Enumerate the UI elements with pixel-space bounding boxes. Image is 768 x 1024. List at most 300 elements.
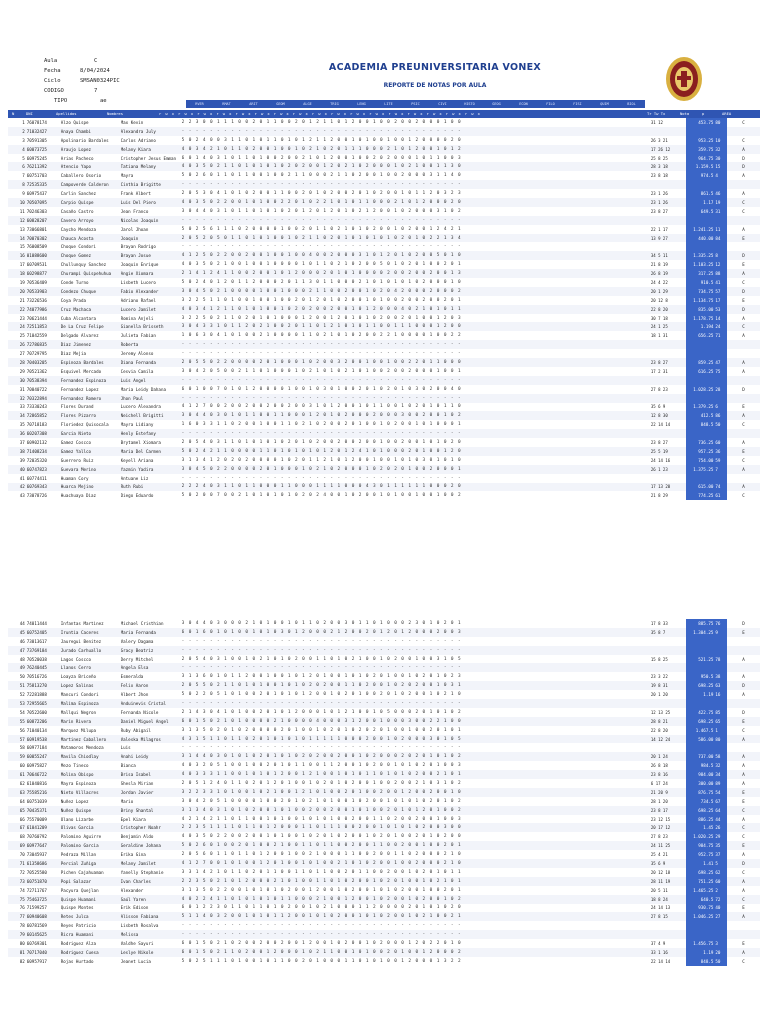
row-scores: - - - - - - - - - - - - - - - - - - - - - - - - - - - - - - - - - - - - - - - - — [182, 930, 651, 939]
row-apellidos: Chullunquy Sanchez — [60, 262, 107, 268]
session-label: RVER — [195, 102, 204, 106]
row-scores: - - - - - - - - - - - - - - - - - - - - - - - - - - - - - - - - - - - - - - - - — [182, 127, 651, 136]
row-dni: 60751039 — [26, 798, 47, 804]
table-row — [8, 806, 760, 815]
row-apellidos: Marquez Milupa — [60, 727, 97, 733]
row-totals: 26 8 18 — [650, 763, 668, 769]
row-area — [727, 930, 760, 939]
session-label: FISI — [573, 102, 582, 106]
row-area: A — [727, 483, 760, 492]
table-row — [8, 305, 760, 314]
session-label: ARIT — [249, 102, 258, 106]
row-nombres: Maria Del Carmen — [121, 447, 182, 456]
row-apellidos: Rodriguez Cuesa — [61, 948, 121, 957]
row-dni: 73078726 — [26, 493, 47, 499]
row-scores: 3 1 3 5 0 2 0 1 0 2 0 0 0 0 2 0 1 0 0 1 0 2 0 1 0 2 0 2 0 1 0 0 1 0 0 2 0 1 0 1 — [181, 727, 462, 733]
row-puesto — [715, 242, 727, 251]
session-label: ALGE — [303, 102, 312, 106]
row-number: 1 — [22, 119, 25, 125]
row-area: A — [742, 368, 745, 374]
row-nombres: Jeremy Alonso — [120, 351, 154, 357]
row-nombres: Keyell Ariana — [120, 457, 154, 463]
table-row — [8, 376, 760, 385]
row-number: 52 — [19, 692, 25, 698]
row-area: C — [742, 834, 745, 840]
table-row — [8, 770, 760, 779]
row-scores: 6 0 1 6 0 1 0 1 0 0 1 0 1 0 3 0 1 2 0 0 0 2 1 2 0 0 2 0 1 2 0 1 2 0 0 0 2 0 0 3 — [182, 628, 651, 637]
grades-table-page-1 — [8, 118, 760, 500]
row-totals — [651, 340, 686, 349]
row-nota: 736.25 — [686, 438, 715, 447]
row-scores: 4 0 3 2 0 5 1 0 0 1 0 0 2 0 1 0 1 1 0 0 1 1 2 0 0 1 0 2 0 0 1 0 1 0 2 0 1 0 0 3 — [181, 763, 462, 769]
row-scores: 2 0 5 5 0 2 1 1 0 1 0 1 0 0 1 0 1 0 2 0 2 0 0 1 1 0 2 0 0 1 0 2 0 2 0 0 1 0 3 1 — [182, 681, 651, 690]
row-scores: - - - - - - - - - - - - - - - - - - - - - - - - - - - - - - - - - - - - - - - - — [181, 244, 462, 250]
session-label: QUIM — [600, 102, 609, 106]
row-dni: 72786835 — [27, 340, 61, 349]
row-area: D — [727, 251, 760, 260]
row-nombres: Diego Eduardo — [120, 493, 154, 499]
row-puesto: 76 — [715, 619, 727, 628]
row-number: 39 — [19, 457, 25, 463]
row-apellidos: Espinoza Bardales — [61, 358, 121, 367]
table-row — [8, 198, 760, 207]
row-nota: 1.375.25 — [686, 465, 715, 474]
row-nombres: Neichell Brigitti — [121, 411, 182, 420]
row-area — [727, 242, 760, 251]
row-nota: 698.25 — [686, 717, 715, 726]
row-number: 23 — [19, 315, 25, 321]
row-totals — [651, 663, 686, 672]
row-dni: 01088600 — [27, 251, 61, 260]
row-apellidos: Coya Prada — [60, 297, 86, 303]
table-row — [8, 628, 760, 637]
row-area: E — [727, 628, 760, 637]
row-area: A — [727, 735, 760, 744]
row-nota — [686, 429, 715, 438]
row-area — [727, 376, 760, 385]
row-puesto — [715, 180, 727, 189]
row-nombres: Yanelly Stephanie — [120, 869, 164, 875]
row-totals: 27 8 23 — [650, 386, 668, 392]
row-number: 30 — [8, 376, 27, 385]
row-apellidos: Reyes Patricio — [60, 923, 97, 929]
row-scores: 4 1 2 7 0 0 2 0 0 2 0 0 2 0 0 2 0 0 3 1 0 1 2 0 0 1 0 1 1 0 0 1 0 2 0 1 0 1 1 0 — [181, 404, 462, 410]
row-apellidos: Iruntia Caceres — [61, 628, 121, 637]
row-nota — [686, 930, 715, 939]
row-number: 36 — [8, 429, 27, 438]
row-nota: 751.25 — [686, 877, 715, 886]
row-scores: 4 0 3 3 3 1 1 0 0 1 0 1 0 1 2 0 0 1 2 1 0 0 1 0 1 0 1 1 0 1 0 1 0 2 0 0 2 1 0 1 — [182, 770, 651, 779]
row-number: 29 — [19, 368, 25, 374]
row-area — [727, 127, 760, 136]
row-totals: 25 8 25 — [650, 155, 668, 161]
table-row — [8, 868, 760, 877]
row-area: D — [742, 620, 745, 626]
row-scores: 2 2 3 0 0 1 1 1 0 0 2 0 1 1 0 0 2 0 1 2 1 1 0 1 2 0 0 1 0 0 2 0 0 2 0 0 0 1 0 0 — [181, 119, 462, 125]
row-totals — [651, 429, 686, 438]
row-nota: 1.456.75 — [686, 939, 715, 948]
row-puesto: 44 — [715, 815, 727, 824]
row-area: A — [727, 269, 760, 278]
row-puesto — [715, 663, 727, 672]
row-area — [727, 743, 760, 752]
table-row — [8, 118, 760, 127]
row-apellidos: Huachuaya Diaz — [60, 493, 97, 499]
row-scores: 2 0 5 2 0 5 0 1 1 0 1 0 1 0 0 1 0 2 1 1 0 2 0 1 0 1 0 1 0 1 0 2 0 1 0 2 2 1 3 4 — [182, 234, 651, 243]
row-nombres: Valdhe Sayuri — [120, 941, 154, 946]
aula-value: C — [94, 58, 98, 64]
row-puesto: 20 — [715, 948, 727, 957]
row-dni: 72511853 — [27, 322, 61, 331]
row-apellidos: Molina Obispo — [61, 770, 121, 779]
row-area: A — [742, 674, 745, 680]
row-dni: 70403205 — [27, 358, 61, 367]
row-scores: 4 1 2 7 0 0 1 0 1 0 0 1 2 0 1 0 0 1 0 1 0 0 2 1 0 1 0 2 0 0 1 0 0 2 0 0 0 2 1 0 — [182, 859, 651, 868]
university-seal-icon — [665, 56, 703, 102]
row-nombres: Joaquin — [121, 234, 182, 243]
row-nombres: Diana Fernanda — [121, 358, 182, 367]
row-totals: 24 14 16 — [650, 457, 671, 463]
row-number: 64 — [19, 798, 25, 804]
row-dni: 70525580 — [26, 869, 47, 875]
row-scores: 3 2 2 5 0 2 1 1 0 2 0 1 0 1 0 0 0 1 2 0 0 1 2 0 1 0 1 0 2 0 0 2 0 1 0 0 1 2 0 3 — [181, 315, 462, 321]
row-nota — [686, 242, 715, 251]
row-nombres: Anduinevis Cristal — [121, 699, 182, 708]
session-label: PSIC — [411, 102, 420, 106]
row-apellidos: Arias Pacheco — [60, 155, 94, 161]
table-row — [8, 832, 760, 841]
row-apellidos: Cruz Machaca — [61, 305, 121, 314]
table-row — [8, 180, 760, 189]
row-number: 48 — [19, 656, 25, 662]
row-nota: 1.41 — [686, 859, 715, 868]
row-apellidos: Guevara Merino — [61, 465, 121, 474]
row-nombres: Luis Angel — [121, 376, 182, 385]
row-totals: 31 12 — [650, 119, 663, 125]
row-area: C — [727, 198, 760, 207]
row-nota: 964.75 — [686, 154, 715, 163]
row-number: 50 — [19, 674, 25, 680]
row-totals — [651, 646, 686, 655]
row-nota: 974.5 — [686, 171, 715, 180]
row-number: 15 — [19, 244, 25, 250]
table-row — [8, 948, 760, 957]
table-row — [8, 877, 760, 886]
row-dni: 60872206 — [27, 717, 61, 726]
row-nombres: Gracy Beatriz — [121, 646, 182, 655]
row-nombres: Jarol Jhoan — [120, 226, 149, 232]
row-nota: 1.304.25 — [686, 628, 715, 637]
row-puesto: 9 — [715, 628, 727, 637]
row-totals: 27 8 23 — [650, 834, 668, 840]
row-number: 78 — [19, 923, 25, 929]
row-puesto — [715, 127, 727, 136]
row-dni: 60207308 — [27, 429, 61, 438]
row-puesto: 3 — [715, 939, 727, 948]
row-puesto: 47 — [715, 358, 727, 367]
row-dni: 75463725 — [27, 895, 61, 904]
row-nombres: Mario — [120, 798, 134, 804]
row-nota — [686, 646, 715, 655]
row-apellidos: Jurado Carhuallo — [61, 646, 121, 655]
row-scores: 3 0 4 5 0 2 1 0 0 0 0 1 0 0 1 0 0 0 2 1 1 0 0 2 0 0 1 0 2 0 4 2 0 0 0 2 0 0 0 2 — [182, 287, 651, 296]
row-apellidos: Caballero Osorio — [60, 173, 102, 179]
col-p: p — [702, 111, 705, 116]
row-nota — [686, 743, 715, 752]
codigo-value: 7 — [94, 88, 98, 94]
col-scores: r w x r w x r w x r w x r w x r w x r w x r w x r w x r w x r w x r w x r w x r w x r w x r w x r w x — [159, 111, 481, 116]
row-number: 40 — [8, 465, 27, 474]
table-row — [8, 823, 760, 832]
row-area — [727, 699, 760, 708]
row-apellidos: Flores Durand — [60, 404, 94, 410]
row-nota: 930.75 — [686, 904, 715, 913]
row-scores: 3 0 4 3 3 1 0 1 1 2 0 2 1 0 0 2 0 1 1 0 1 2 1 0 1 0 1 1 0 0 1 1 1 0 0 0 1 2 0 0 — [182, 322, 651, 331]
row-apellidos: Carpio Quispe — [61, 198, 121, 207]
row-nombres: Lisbeth Rosalva — [120, 923, 159, 929]
row-dni: 60919538 — [27, 735, 61, 744]
row-apellidos: Caycho Mendoza — [60, 226, 97, 232]
row-area: C — [742, 279, 745, 285]
row-puesto — [715, 376, 727, 385]
session-label: HISTO — [464, 102, 475, 106]
row-nota: 412.5 — [686, 411, 715, 420]
session-label: RMAT — [222, 102, 231, 106]
report-subtitle: REPORTE DE NOTAS POR AULA — [383, 82, 487, 89]
row-number: 7 — [22, 173, 25, 179]
fecha-value: 8/04/2024 — [80, 68, 110, 74]
row-dni: 73066801 — [26, 226, 47, 232]
row-puesto: 2 — [715, 886, 727, 895]
row-scores: 5 0 2 6 0 1 1 0 1 1 0 0 1 0 0 2 1 1 0 0 0 2 1 1 0 2 0 0 1 0 0 2 0 0 0 3 1 1 4 0 — [181, 173, 462, 179]
row-number: 3 — [22, 137, 25, 143]
row-puesto: 67 — [715, 797, 727, 806]
table-row — [8, 743, 760, 752]
row-apellidos: Gamez Coscco — [60, 440, 92, 445]
row-nota — [686, 474, 715, 483]
row-nombres: Jordan Javier — [121, 788, 182, 797]
row-area — [727, 180, 760, 189]
row-totals: 18 1 31 — [650, 333, 668, 339]
row-area: A — [742, 226, 745, 232]
row-nombres: Melany Kiara — [121, 145, 182, 154]
row-nota — [686, 180, 715, 189]
row-dni: 70591305 — [26, 137, 47, 143]
row-totals: 23 8 27 — [650, 440, 668, 445]
row-dni: 71042559 — [26, 333, 47, 339]
table-row — [8, 420, 760, 429]
row-scores: 2 1 4 3 0 4 1 0 1 0 0 2 0 1 0 1 2 0 0 0 1 0 1 2 1 0 0 1 0 5 0 0 0 2 0 1 0 1 0 2 — [181, 709, 462, 715]
row-area: D — [727, 305, 760, 314]
row-nombres: Maria Fernanda — [121, 628, 182, 637]
row-area: C — [727, 322, 760, 331]
row-number: 68 — [19, 834, 25, 840]
row-nombres: Anahi Leidy — [121, 752, 182, 761]
row-nota: 734.5 — [686, 797, 715, 806]
row-number: 82 — [19, 958, 25, 964]
table-row — [8, 145, 760, 154]
row-dni: 61358686 — [27, 859, 61, 868]
row-apellidos: Choque Condori — [60, 244, 97, 250]
row-nombres: Fernanda Nicole — [120, 709, 159, 715]
row-apellidos: Diaz Mejia — [60, 351, 86, 357]
row-nota: 734.75 — [686, 287, 715, 296]
row-nota — [686, 699, 715, 708]
table-row — [8, 456, 760, 465]
row-puesto: 57 — [715, 287, 727, 296]
table-row — [8, 225, 760, 234]
row-nombres: Briny Shantal — [121, 806, 182, 815]
row-totals: 30 7 18 — [650, 315, 668, 321]
row-dni: 70522600 — [26, 709, 47, 715]
row-apellidos: Fernandez Lopez — [60, 386, 99, 392]
row-puesto: 84 — [715, 234, 727, 243]
table-row — [8, 251, 760, 260]
row-totals: 20 1 29 — [651, 287, 686, 296]
table-row — [8, 726, 760, 735]
row-number: 37 — [19, 440, 25, 445]
row-nota: 1.178.75 — [686, 314, 715, 323]
row-nombres: Daniel Miguel Angel — [121, 717, 182, 726]
row-dni: 60769301 — [26, 941, 47, 946]
row-number: 51 — [8, 681, 27, 690]
row-nombres: Alexander — [120, 887, 144, 893]
row-dni: 70070302 — [27, 234, 61, 243]
tipo-value: ae — [100, 98, 107, 104]
row-nota — [686, 921, 715, 930]
row-scores: - - - - - - - - - - - - - - - - - - - - - - - - - - - - - - - - - - - - - - - - — [182, 699, 651, 708]
row-scores: 3 0 4 2 0 5 0 0 2 1 1 0 1 0 0 0 1 0 2 1 0 1 0 2 1 0 1 0 0 2 0 0 2 0 0 0 1 0 0 1 — [181, 368, 462, 374]
row-puesto: 15 — [715, 162, 727, 171]
table-row — [8, 269, 760, 278]
row-totals — [651, 127, 686, 136]
row-number: 45 — [8, 628, 27, 637]
row-nota: 1.159.5 — [686, 162, 715, 171]
row-totals: 20 17 12 — [651, 823, 686, 832]
row-number: 70 — [19, 852, 25, 858]
row-scores: - - - - - - - - - - - - - - - - - - - - - - - - - - - - - - - - - - - - - - - - — [182, 340, 651, 349]
row-puesto: 24 — [715, 322, 727, 331]
row-area: A — [742, 333, 745, 339]
row-nombres: Yazmin Yadira — [121, 465, 182, 474]
row-scores: 6 0 1 5 0 2 1 0 2 0 0 2 0 0 2 0 0 1 2 0 0 1 0 2 0 0 1 0 2 0 0 0 1 2 0 2 2 0 1 0 — [181, 941, 462, 946]
row-dni: 60055247 — [27, 752, 61, 761]
row-nota: 861.5 — [686, 189, 715, 198]
row-dni: 60298877 — [27, 269, 61, 278]
row-apellidos: Cavero Arroyo — [61, 216, 121, 225]
row-apellidos: Nuñez Lopez — [60, 798, 89, 804]
row-number: 25 — [19, 333, 25, 339]
table-row — [8, 411, 760, 420]
row-totals: 13 9 27 — [651, 234, 686, 243]
row-apellidos: Choque Gomez — [61, 251, 121, 260]
row-area: A — [742, 763, 745, 769]
row-totals: 23 8 27 — [651, 358, 686, 367]
table-row — [8, 287, 760, 296]
row-puesto: 7 — [715, 465, 727, 474]
table-row — [8, 735, 760, 744]
row-apellidos: Retes Julca — [61, 912, 121, 921]
row-puesto: 74 — [715, 483, 727, 492]
row-scores: 5 0 2 5 6 1 1 1 0 2 0 0 0 0 1 0 0 2 0 1 1 0 2 1 0 1 0 2 0 0 1 0 2 0 0 1 2 4 2 1 — [181, 226, 462, 232]
row-puesto: 10 — [715, 136, 727, 145]
table-row — [8, 438, 760, 447]
row-number: 79 — [8, 930, 27, 939]
row-scores: 4 2 1 4 2 1 1 0 1 1 0 0 1 0 1 0 0 1 0 1 0 1 0 0 2 0 0 1 1 0 2 0 0 2 0 0 1 0 0 3 — [181, 816, 462, 822]
col-nombres: Nombres — [107, 111, 124, 116]
row-scores: 2 2 2 4 0 3 1 1 0 1 1 0 0 0 1 1 0 0 0 1 1 1 1 0 0 0 4 3 0 1 1 1 1 1 1 0 0 0 2 0 — [182, 483, 651, 492]
row-nombres: Alexandra July — [121, 127, 182, 136]
row-nota: 640.5 — [686, 895, 715, 904]
row-number: 62 — [19, 780, 25, 786]
row-nombres: Erika Gina — [120, 852, 146, 858]
row-dni: 60975245 — [26, 155, 47, 161]
row-puesto: 71 — [715, 331, 727, 340]
row-totals: 25 5 19 — [651, 447, 686, 456]
row-number: 54 — [19, 709, 25, 715]
row-apellidos: Diaz Jimenez — [61, 340, 121, 349]
row-dni: 70040722 — [26, 386, 47, 392]
row-dni: 75813270 — [27, 681, 61, 690]
row-dni: 72711767 — [26, 887, 47, 893]
row-nota: 698.25 — [686, 681, 715, 690]
row-apellidos: Percial Zuñiga — [61, 859, 121, 868]
table-row — [8, 957, 760, 966]
row-scores: - - - - - - - - - - - - - - - - - - - - - - - - - - - - - - - - - - - - - - - - — [181, 923, 462, 929]
row-dni: 76240445 — [27, 663, 61, 672]
row-puesto: 36 — [715, 447, 727, 456]
row-number: 22 — [8, 305, 27, 314]
row-apellidos: Popi Salazar — [61, 877, 121, 886]
row-totals: 22 14 14 — [650, 422, 671, 428]
row-scores: 5 0 2 0 0 7 0 0 2 1 0 1 0 1 0 1 0 2 0 2 4 0 0 1 0 2 0 0 1 0 1 0 0 1 0 0 1 0 0 2 — [181, 493, 462, 499]
row-area: C — [742, 457, 745, 463]
row-dni: 72281888 — [26, 692, 47, 698]
row-nombres: Tatiana Melany — [121, 162, 182, 171]
row-apellidos: Mezo Tineco — [60, 763, 89, 769]
row-nota — [686, 394, 715, 403]
row-totals: 28 8 21 — [651, 717, 686, 726]
row-apellidos: Casaño Castro — [60, 208, 94, 214]
table-row — [8, 859, 760, 868]
col-nota: Nota — [680, 111, 690, 116]
row-dni: 73045937 — [26, 852, 47, 858]
row-area: D — [742, 155, 745, 161]
row-dni: 60709531 — [26, 262, 47, 268]
col-area: AREA — [722, 111, 732, 116]
row-scores: 2 0 5 6 0 1 1 0 1 1 0 1 2 0 0 1 0 0 2 1 0 0 0 1 1 0 0 2 0 0 1 1 0 2 0 0 0 2 1 0 — [181, 852, 462, 858]
row-dni: 60977647 — [27, 841, 61, 850]
row-number: 5 — [22, 155, 25, 161]
row-dni: 71599257 — [26, 905, 47, 911]
row-nota: 957.25 — [686, 447, 715, 456]
row-dni: 75585216 — [27, 788, 61, 797]
row-nombres: Esmeralda — [120, 674, 144, 680]
row-area: C — [742, 958, 745, 964]
row-nota — [686, 216, 715, 225]
row-totals — [651, 394, 686, 403]
row-apellidos: Pichen Cajahuaman — [60, 869, 104, 875]
row-puesto: 80 — [715, 118, 727, 127]
row-nombres: Lisbeth Lucero — [120, 279, 156, 285]
row-totals: 23 8 17 — [651, 806, 686, 815]
row-scores: - - - - - - - - - - - - - - - - - - - - - - - - - - - - - - - - - - - - - - - - — [181, 638, 462, 644]
row-dni: 70538394 — [27, 376, 61, 385]
row-apellidos: Flores Pizarro — [61, 411, 121, 420]
row-puesto: 75 — [715, 367, 727, 376]
row-number: 55 — [8, 717, 27, 726]
row-totals: 33 1 16 — [651, 948, 686, 957]
